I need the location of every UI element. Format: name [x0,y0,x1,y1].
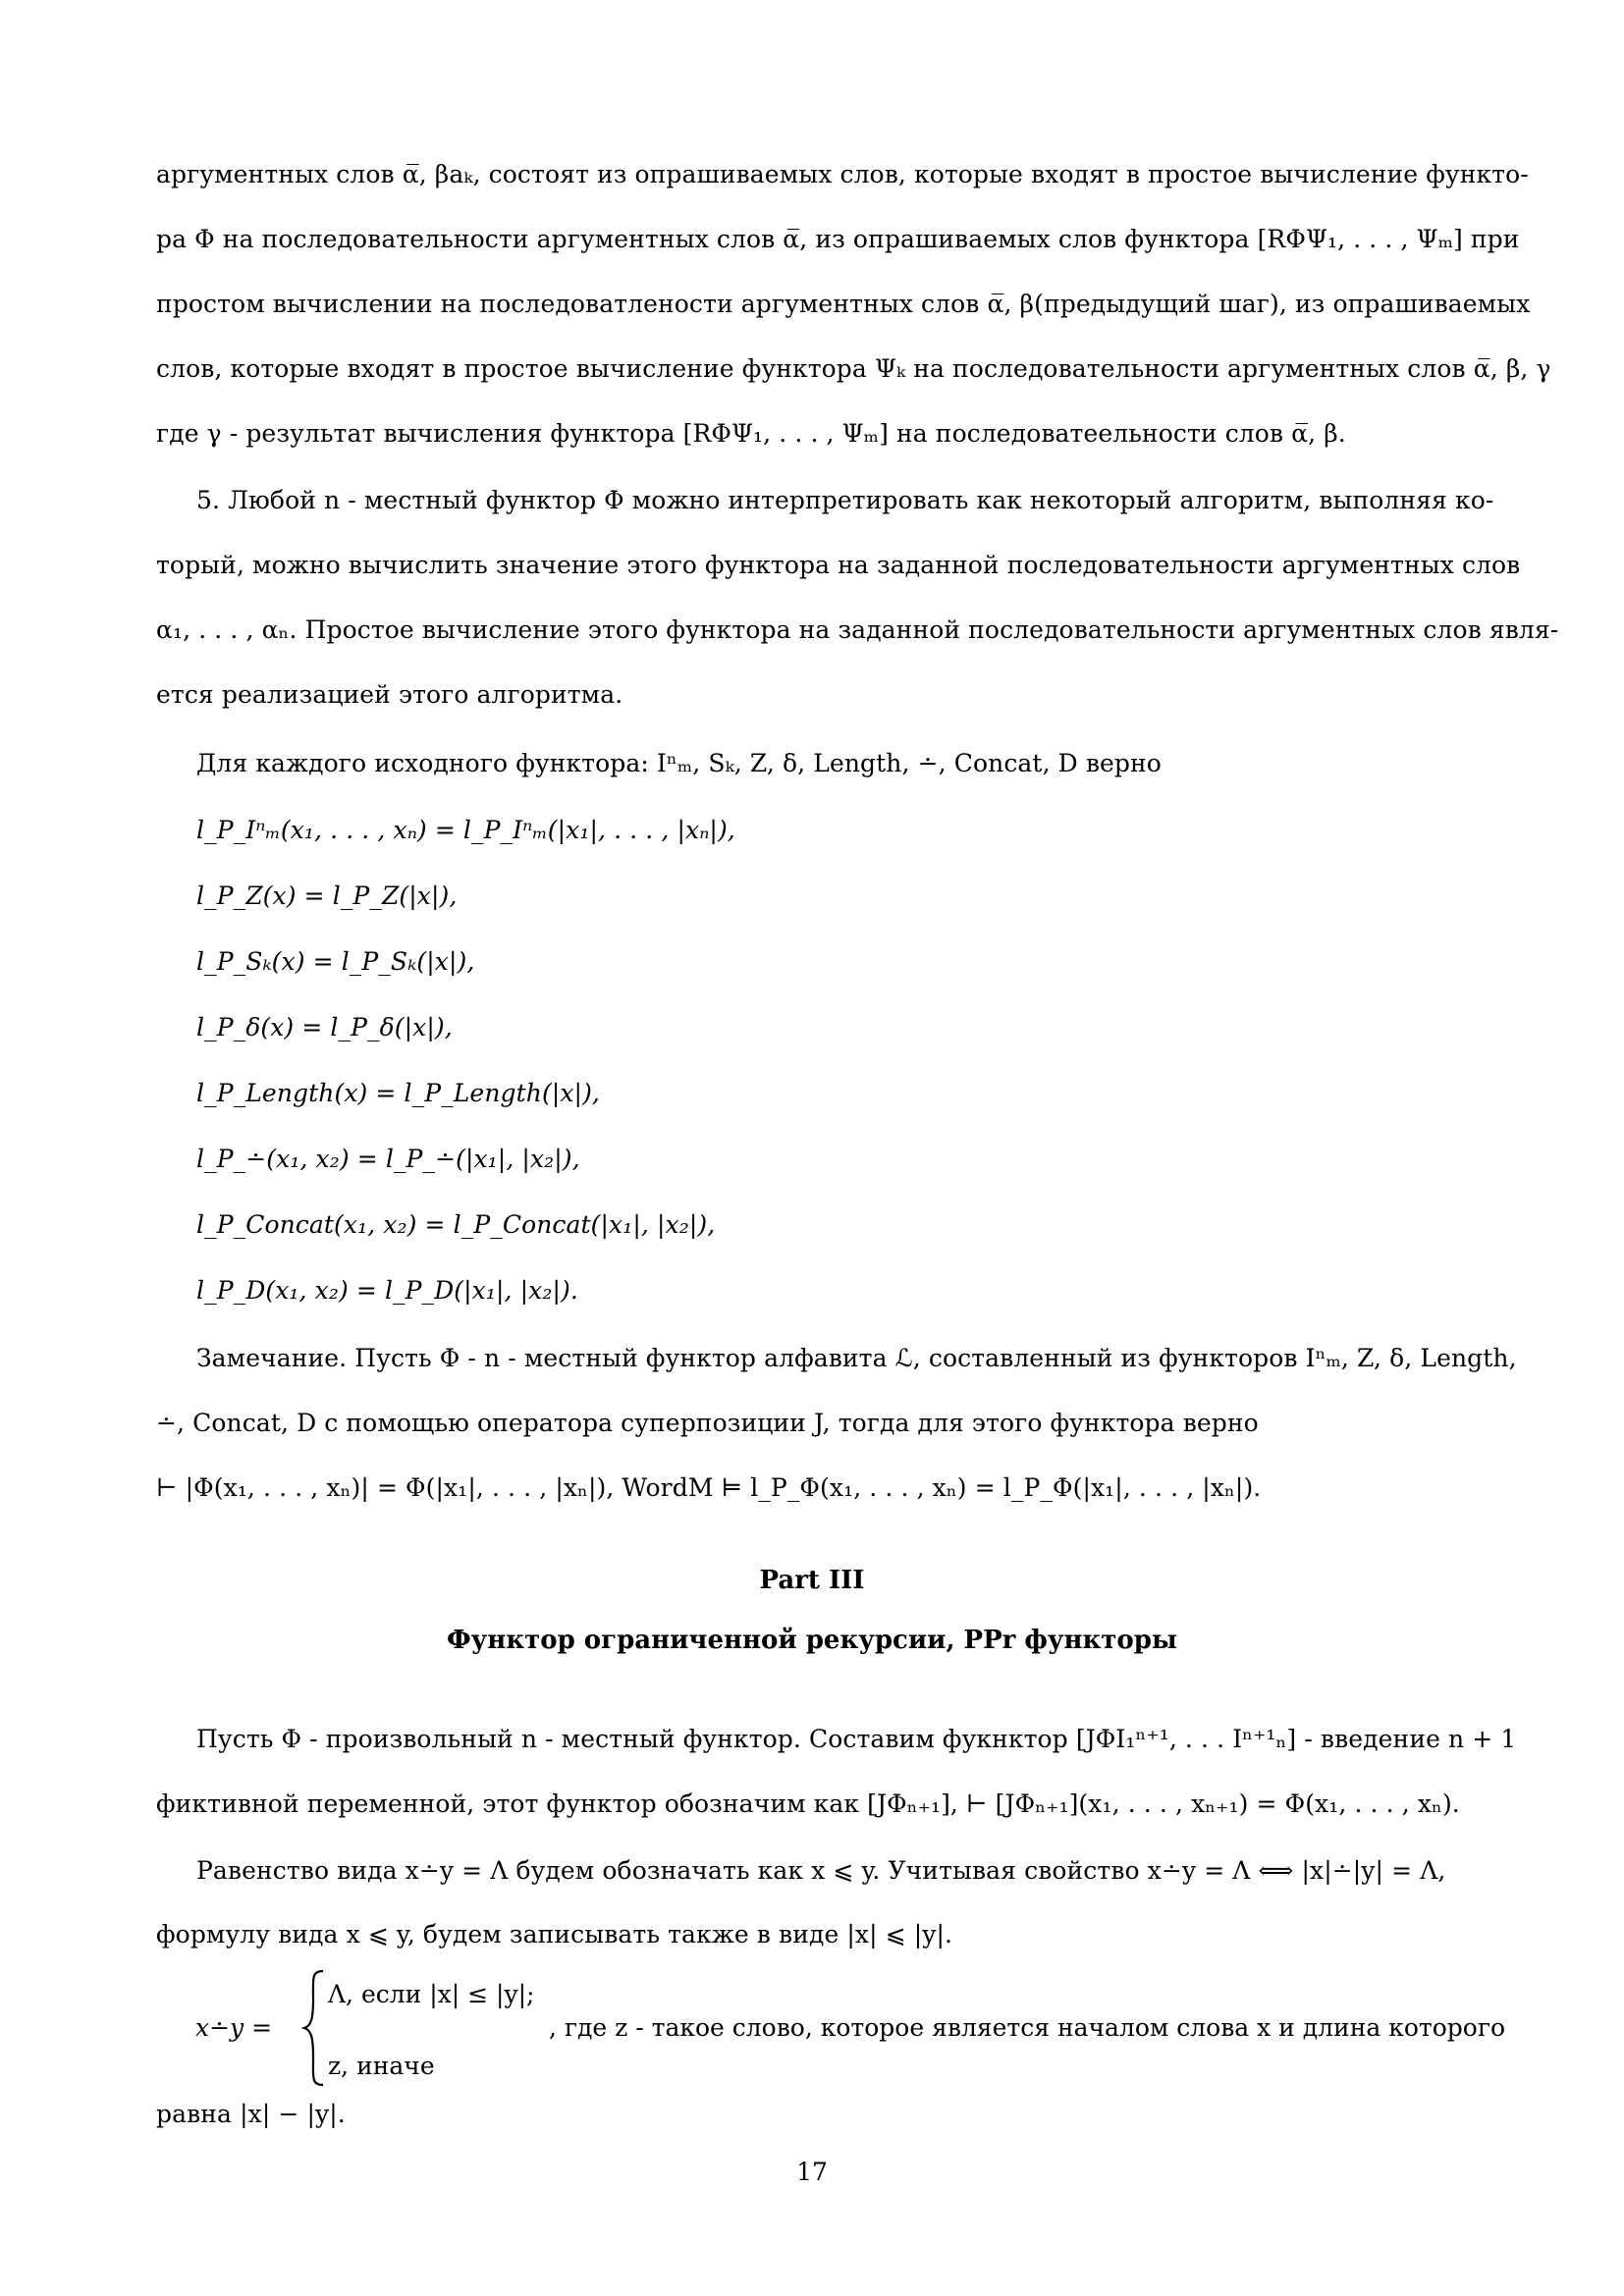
text-line: ра Φ на последовательности аргументных слов α̅, из опрашиваемых слов функтора [RΦΨ₁, . . . , Ψₘ] при [156,225,1520,253]
remark-line: Замечание. Пусть Φ - n - местный функтор алфавита ℒ, составленный из функторов Iⁿₘ, Z, δ, Length, [196,1344,1517,1372]
case-one: Λ, если |x| ≤ |y|; [328,1980,535,2008]
text-line: торый, можно вычислить значение этого функтора на заданной последовательности аргументных слов [156,551,1521,579]
cases-formula [156,1969,1505,2087]
formula-line: l_P_∸(x₁, x₂) = l_P_∸(|x₁|, |x₂|), [196,1145,580,1173]
text-line: равна |x| − |y|. [156,2100,346,2128]
formula-line: l_P_Sₖ(x) = l_P_Sₖ(|x|), [196,947,475,976]
text-line: слов, которые входят в простое вычисление функтора Ψₖ на последовательности аргументных слов α̅, β, γ [156,354,1551,383]
formula-line: l_P_Iⁿₘ(x₁, . . . , xₙ) = l_P_Iⁿₘ(|x₁|, . . . , |xₙ|), [196,816,735,844]
page-number: 17 [796,2158,828,2186]
text-line: аргументных слов α̅, βaₖ, состоят из опрашиваемых слов, которые входят в простое вычисление функто- [156,160,1529,188]
text-line: ется реализацией этого алгоритма. [156,680,623,709]
remark-line: ∸, Concat, D с помощью оператора суперпозиции J, тогда для этого функтора верно [156,1409,1259,1437]
text-line: α₁, . . . , αₙ. Простое вычисление этого функтора на заданной последовательности аргументных слов явля- [156,615,1559,644]
text-line: фиктивной переменной, этот функтор обозначим как [JΦₙ₊₁], ⊢ [JΦₙ₊₁](x₁, . . . , xₙ₊₁) = Φ(x₁, . . . , xₙ). [156,1789,1460,1818]
section-title: Функтор ограниченной рекурсии, PPr функторы [447,1626,1177,1655]
formula-line: l_P_D(x₁, x₂) = l_P_D(|x₁|, |x₂|). [196,1276,578,1305]
cases-right-text: , где z - такое слово, которое является началом слова x и длина которого [549,2013,1505,2042]
part-title: Part III [759,1566,865,1595]
text-line: 5. Любой n - местный функтор Φ можно интерпретировать как некоторый алгоритм, выполняя ко- [196,486,1494,514]
text-line: где γ - результат вычисления функтора [RΦΨ₁, . . . , Ψₘ] на последоватеельности слов α̅, β. [156,419,1346,448]
text-line: простом вычислении на последоватлености аргументных слов α̅, β(предыдущий шаг), из опрашиваемых [156,290,1531,318]
text-line: формулу вида x ⩽ y, будем записывать также в виде |x| ⩽ |y|. [156,1920,953,1949]
case-two: z, иначе [328,2052,435,2080]
left-brace-icon [301,1969,327,2087]
remark-line: ⊢ |Φ(x₁, . . . , xₙ)| = Φ(|x₁|, . . . , |xₙ|), WordM ⊨ l_P_Φ(x₁, . . . , xₙ) = l_P_Φ(|x₁|, . . . , |xₙ|). [156,1473,1262,1502]
formula-line: l_P_Z(x) = l_P_Z(|x|), [196,881,458,910]
cases-left-side: x∸y = [195,2013,273,2042]
formula-line: l_P_Length(x) = l_P_Length(|x|), [196,1079,600,1107]
text-line: Пусть Φ - произвольный n - местный функтор. Составим фукнктор [JΦI₁ⁿ⁺¹, . . . Iⁿ⁺¹ₙ] - введение n + 1 [196,1725,1517,1753]
text-line: Для каждого исходного функтора: Iⁿₘ, Sₖ, Z, δ, Length, ∸, Concat, D верно [196,749,1162,777]
formula-line: l_P_δ(x) = l_P_δ(|x|), [196,1013,453,1041]
text-line: Равенство вида x∸y = Λ будем обозначать как x ⩽ y. Учитывая свойство x∸y = Λ ⟺ |x|∸|y| = Λ, [196,1856,1446,1885]
formula-line: l_P_Concat(x₁, x₂) = l_P_Concat(|x₁|, |x₂|), [196,1210,716,1239]
